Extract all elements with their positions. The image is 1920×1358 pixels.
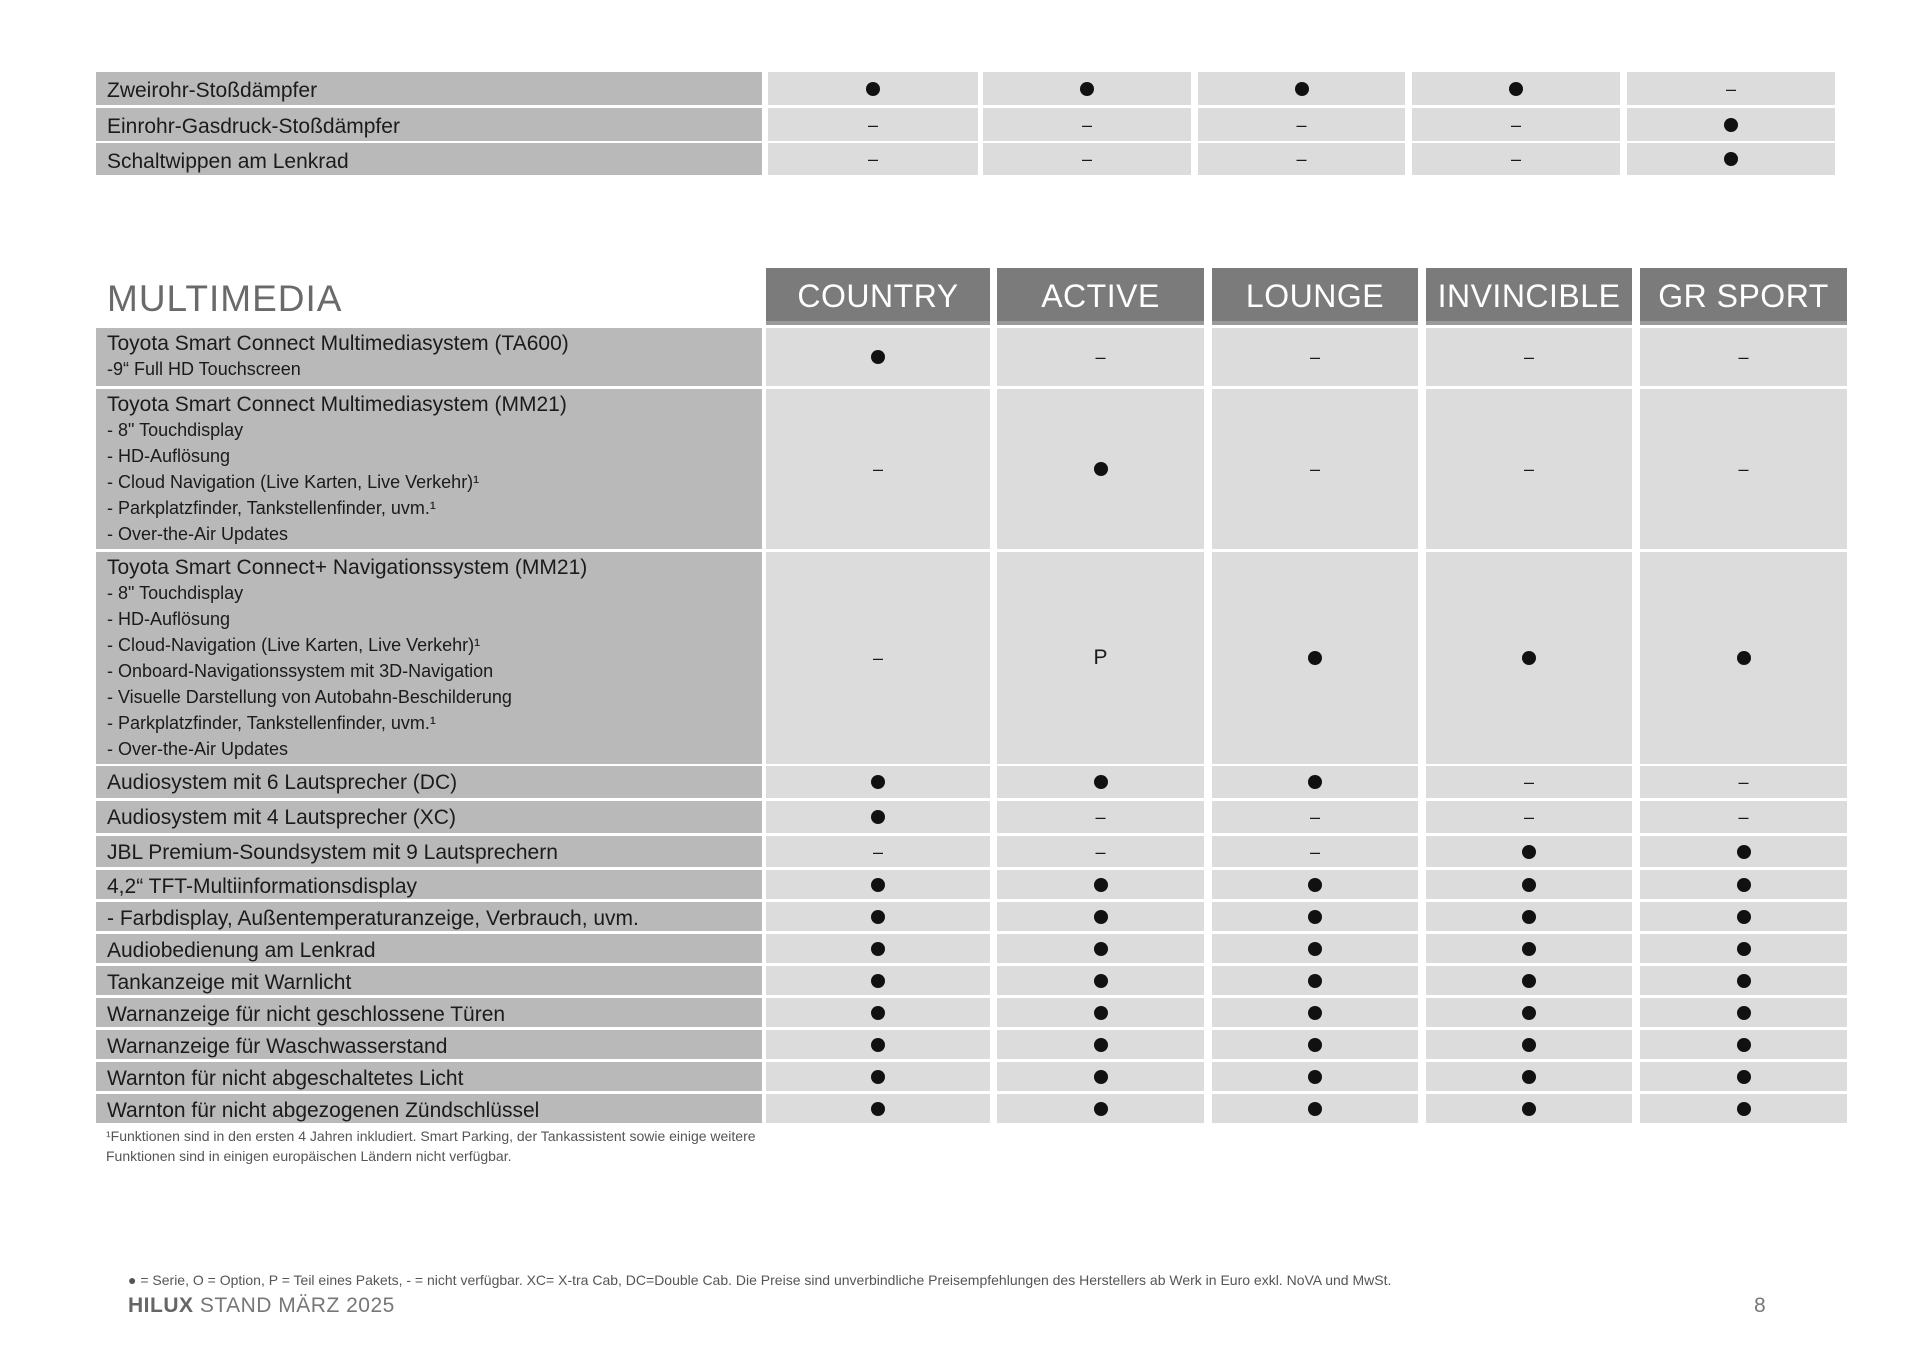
availability-cell — [1212, 328, 1418, 386]
availability-dot — [1737, 974, 1751, 988]
availability-cell — [1640, 1094, 1847, 1123]
availability-dot — [1094, 1070, 1108, 1084]
availability-dash: – — [1309, 807, 1320, 827]
availability-cell — [1212, 966, 1418, 995]
footer-model: HILUX — [128, 1294, 194, 1317]
availability-cell — [1198, 72, 1405, 105]
feature-label — [96, 328, 762, 386]
availability-cell — [766, 934, 990, 963]
availability-dot — [871, 1006, 885, 1020]
availability-dot — [1522, 845, 1536, 859]
availability-cell — [766, 801, 990, 833]
availability-dot — [871, 1038, 885, 1052]
availability-dash: – — [1095, 841, 1106, 862]
availability-cell — [997, 801, 1204, 833]
feature-detail: - Visuelle Darstellung von Autobahn-Beschilderung — [107, 687, 512, 707]
feature-label — [96, 1030, 762, 1059]
feature-label: Zweirohr-Stoßdämpfer — [96, 72, 762, 105]
availability-dot — [871, 350, 885, 364]
feature-title: Tankanzeige mit Warnlicht — [107, 971, 352, 994]
availability-dot — [871, 910, 885, 924]
availability-cell — [997, 328, 1204, 386]
feature-detail: - Parkplatzfinder, Tankstellenfinder, uvm.¹ — [107, 498, 436, 518]
availability-cell — [1212, 801, 1418, 833]
availability-cell — [1640, 966, 1847, 995]
feature-title: Audiobedienung am Lenkrad — [107, 939, 376, 962]
availability-cell — [997, 902, 1204, 931]
availability-cell — [766, 766, 990, 798]
feature-label — [96, 389, 762, 549]
availability-dot — [1308, 974, 1322, 988]
availability-dot — [1308, 1038, 1322, 1052]
availability-cell — [1212, 998, 1418, 1027]
availability-cell — [997, 836, 1204, 867]
availability-cell — [983, 143, 1191, 175]
availability-cell — [1426, 766, 1632, 798]
availability-cell — [766, 998, 990, 1027]
feature-label: Schaltwippen am Lenkrad — [96, 143, 762, 175]
availability-dot — [1094, 974, 1108, 988]
availability-dot — [1308, 651, 1322, 665]
feature-label — [96, 801, 762, 833]
availability-cell — [1212, 1062, 1418, 1091]
availability-cell — [1212, 552, 1418, 764]
availability-dot — [866, 82, 880, 96]
feature-title: - Farbdisplay, Außentemperaturanzeige, Verbrauch, uvm. — [107, 907, 639, 930]
availability-cell — [1640, 870, 1847, 899]
availability-dot — [1522, 651, 1536, 665]
availability-cell — [1212, 870, 1418, 899]
availability-package: P — [1093, 646, 1108, 669]
section-title: MULTIMEDIA — [107, 278, 343, 319]
availability-dash: – — [872, 459, 883, 479]
availability-dash: – — [1738, 772, 1749, 792]
availability-dash: – — [1095, 347, 1106, 367]
availability-dot — [1522, 1070, 1536, 1084]
availability-dot — [1094, 910, 1108, 924]
availability-dot — [1737, 910, 1751, 924]
availability-dash: – — [1309, 347, 1320, 367]
availability-dot — [1308, 1070, 1322, 1084]
column-header: ACTIVE — [997, 268, 1204, 325]
availability-dot — [1737, 1102, 1751, 1116]
availability-dash: – — [872, 841, 883, 862]
availability-cell — [1412, 108, 1620, 141]
availability-cell — [1640, 934, 1847, 963]
availability-cell — [997, 998, 1204, 1027]
feature-detail: - 8" Touchdisplay — [107, 583, 244, 603]
availability-cell — [1640, 552, 1847, 764]
availability-dot — [871, 810, 885, 824]
availability-cell — [1426, 1094, 1632, 1123]
availability-cell — [1212, 836, 1418, 867]
feature-label — [96, 836, 762, 867]
feature-title: Toyota Smart Connect Multimediasystem (TA600) — [107, 332, 569, 355]
availability-cell — [1426, 998, 1632, 1027]
availability-dash: – — [1523, 459, 1534, 479]
availability-cell — [1426, 902, 1632, 931]
availability-dash: – — [872, 648, 883, 668]
availability-dot — [1308, 1006, 1322, 1020]
availability-dot — [1308, 910, 1322, 924]
availability-cell — [997, 1094, 1204, 1123]
feature-title: Audiosystem mit 4 Lautsprecher (XC) — [107, 806, 456, 829]
availability-cell — [1640, 801, 1847, 833]
availability-dash: – — [1738, 459, 1749, 479]
availability-cell — [768, 143, 978, 175]
availability-cell — [997, 870, 1204, 899]
availability-cell — [1640, 902, 1847, 931]
availability-dot — [1737, 651, 1751, 665]
availability-dot — [1094, 1006, 1108, 1020]
feature-title: 4,2“ TFT-Multiinformationsdisplay — [107, 875, 418, 898]
availability-dot — [1094, 1038, 1108, 1052]
feature-detail: - Parkplatzfinder, Tankstellenfinder, uvm.¹ — [107, 713, 436, 733]
feature-detail: - HD-Auflösung — [107, 609, 231, 629]
availability-dot — [1080, 82, 1094, 96]
availability-cell — [1426, 836, 1632, 867]
availability-cell — [1212, 1030, 1418, 1059]
availability-dot — [871, 1070, 885, 1084]
column-header: COUNTRY — [766, 268, 990, 325]
availability-dash: – — [1296, 114, 1307, 135]
availability-cell — [1426, 328, 1632, 386]
feature-detail: - Onboard-Navigationssystem mit 3D-Navigation — [107, 661, 494, 681]
availability-cell — [1212, 902, 1418, 931]
availability-dot — [1724, 118, 1738, 132]
availability-dot — [1094, 942, 1108, 956]
availability-dash: – — [1510, 149, 1521, 169]
page-number: 8 — [1754, 1294, 1766, 1317]
availability-dot — [871, 878, 885, 892]
feature-title: Warnton für nicht abgezogenen Zündschlüssel — [107, 1099, 540, 1122]
availability-cell — [1412, 72, 1620, 105]
availability-cell — [1627, 143, 1835, 175]
availability-cell — [1426, 934, 1632, 963]
feature-detail: -9“ Full HD Touchscreen — [107, 359, 301, 379]
availability-cell — [766, 328, 990, 386]
availability-dot — [1308, 775, 1322, 789]
availability-dot — [871, 942, 885, 956]
availability-dot — [1308, 1102, 1322, 1116]
legend: ● = Serie, O = Option, P = Teil eines Pakets, - = nicht verfügbar. XC= X-tra Cab, DC=Double Cab. Die Preise sind unverbindliche Preisempfehlungen des Herstellers ab Werk in Euro exkl. NoVA und MwSt. — [128, 1272, 1392, 1288]
column-header: GR SPORT — [1640, 268, 1847, 325]
availability-cell — [997, 389, 1204, 549]
availability-dot — [1522, 910, 1536, 924]
feature-title: Toyota Smart Connect+ Navigationssystem (MM21) — [107, 556, 588, 579]
availability-dot — [1737, 1038, 1751, 1052]
availability-cell — [1640, 998, 1847, 1027]
feature-detail: - 8" Touchdisplay — [107, 420, 244, 440]
availability-dash: – — [1081, 149, 1092, 169]
availability-dot — [1724, 152, 1738, 166]
availability-dot — [871, 775, 885, 789]
availability-cell — [1426, 801, 1632, 833]
feature-title: Audiosystem mit 6 Lautsprecher (DC) — [107, 771, 458, 794]
availability-cell — [1426, 1062, 1632, 1091]
availability-cell — [1627, 108, 1835, 141]
availability-dot — [871, 974, 885, 988]
availability-cell — [997, 766, 1204, 798]
availability-dot — [1737, 942, 1751, 956]
availability-cell — [766, 836, 990, 867]
availability-dot — [1094, 775, 1108, 789]
availability-cell — [1198, 108, 1405, 141]
availability-dash: – — [1309, 841, 1320, 862]
column-header: INVINCIBLE — [1426, 268, 1632, 325]
availability-cell — [1212, 389, 1418, 549]
availability-cell — [766, 902, 990, 931]
availability-cell — [1426, 870, 1632, 899]
availability-dot — [1522, 1102, 1536, 1116]
availability-cell — [766, 1062, 990, 1091]
feature-label — [96, 766, 762, 798]
feature-title: Warnanzeige für nicht geschlossene Türen — [107, 1003, 506, 1026]
availability-cell — [766, 389, 990, 549]
availability-dot — [1522, 878, 1536, 892]
availability-dash: – — [1738, 807, 1749, 827]
availability-cell — [983, 72, 1191, 105]
availability-dot — [1737, 1006, 1751, 1020]
availability-dot — [1308, 878, 1322, 892]
availability-cell — [997, 1030, 1204, 1059]
availability-cell — [983, 108, 1191, 141]
feature-detail: - Over-the-Air Updates — [107, 524, 289, 544]
availability-cell — [1198, 143, 1405, 175]
availability-cell — [997, 1062, 1204, 1091]
availability-cell — [768, 72, 978, 105]
availability-dot — [1094, 462, 1108, 476]
feature-detail: - Over-the-Air Updates — [107, 739, 289, 759]
footer-brand — [128, 1294, 395, 1318]
availability-cell — [766, 552, 990, 764]
availability-cell — [766, 870, 990, 899]
availability-dash: – — [1095, 807, 1106, 827]
availability-dot — [1094, 878, 1108, 892]
feature-label — [96, 966, 762, 995]
availability-dot — [1094, 1102, 1108, 1116]
availability-dash: – — [1510, 114, 1521, 135]
feature-title: Warnton für nicht abgeschaltetes Licht — [107, 1067, 464, 1090]
availability-dash: – — [1081, 114, 1092, 135]
availability-cell — [997, 966, 1204, 995]
availability-cell — [1212, 1094, 1418, 1123]
availability-cell — [1426, 389, 1632, 549]
feature-detail: - Cloud Navigation (Live Karten, Live Verkehr)¹ — [107, 472, 480, 492]
feature-label — [96, 552, 762, 764]
feature-label — [96, 1094, 762, 1123]
availability-cell — [1640, 836, 1847, 867]
feature-detail: - HD-Auflösung — [107, 446, 231, 466]
availability-cell — [766, 1030, 990, 1059]
feature-detail: - Cloud-Navigation (Live Karten, Live Verkehr)¹ — [107, 635, 481, 655]
availability-cell — [1627, 72, 1835, 105]
availability-dot — [1308, 942, 1322, 956]
availability-dot — [1522, 974, 1536, 988]
availability-dot — [1522, 1038, 1536, 1052]
feature-title: Toyota Smart Connect Multimediasystem (MM21) — [107, 393, 567, 416]
footnote: ¹Funktionen sind in den ersten 4 Jahren inkludiert. Smart Parking, der Tankassistent sowie einige weitere Funktionen sind in einigen europäischen Ländern nicht verfügbar. — [106, 1128, 756, 1164]
availability-dash: – — [1309, 459, 1320, 479]
availability-dot — [1737, 878, 1751, 892]
feature-label — [96, 1062, 762, 1091]
availability-cell — [1640, 1030, 1847, 1059]
feature-title: Warnanzeige für Waschwasserstand — [107, 1035, 448, 1058]
feature-title: JBL Premium-Soundsystem mit 9 Lautsprechern — [107, 841, 558, 864]
feature-label — [96, 934, 762, 963]
availability-dash: – — [1523, 772, 1534, 792]
availability-cell — [1640, 389, 1847, 549]
availability-cell — [1640, 766, 1847, 798]
availability-dot — [1737, 845, 1751, 859]
availability-cell — [1426, 966, 1632, 995]
availability-cell — [766, 1094, 990, 1123]
availability-dot — [871, 1102, 885, 1116]
footer-stand: STAND MÄRZ 2025 — [199, 1294, 395, 1317]
availability-dash: – — [1523, 347, 1534, 367]
availability-cell — [1426, 552, 1632, 764]
availability-cell — [1212, 766, 1418, 798]
availability-cell — [1426, 1030, 1632, 1059]
feature-label — [96, 870, 762, 899]
feature-label — [96, 998, 762, 1027]
availability-dash: – — [867, 149, 878, 169]
availability-dot — [1737, 1070, 1751, 1084]
availability-dash: – — [1523, 807, 1534, 827]
availability-cell — [997, 934, 1204, 963]
feature-label — [96, 902, 762, 931]
availability-cell — [766, 966, 990, 995]
availability-cell — [1640, 328, 1847, 386]
availability-dot — [1522, 1006, 1536, 1020]
availability-cell — [1212, 934, 1418, 963]
column-header: LOUNGE — [1212, 268, 1418, 325]
feature-label: Einrohr-Gasdruck-Stoßdämpfer — [96, 108, 762, 141]
availability-dash: – — [1725, 78, 1736, 99]
availability-dot — [1295, 82, 1309, 96]
availability-dash: – — [867, 114, 878, 135]
availability-dot — [1522, 942, 1536, 956]
availability-dot — [1509, 82, 1523, 96]
availability-dash: – — [1296, 149, 1307, 169]
availability-cell — [768, 108, 978, 141]
availability-cell — [997, 552, 1204, 764]
availability-cell — [1640, 1062, 1847, 1091]
availability-dash: – — [1738, 347, 1749, 367]
availability-cell — [1412, 143, 1620, 175]
